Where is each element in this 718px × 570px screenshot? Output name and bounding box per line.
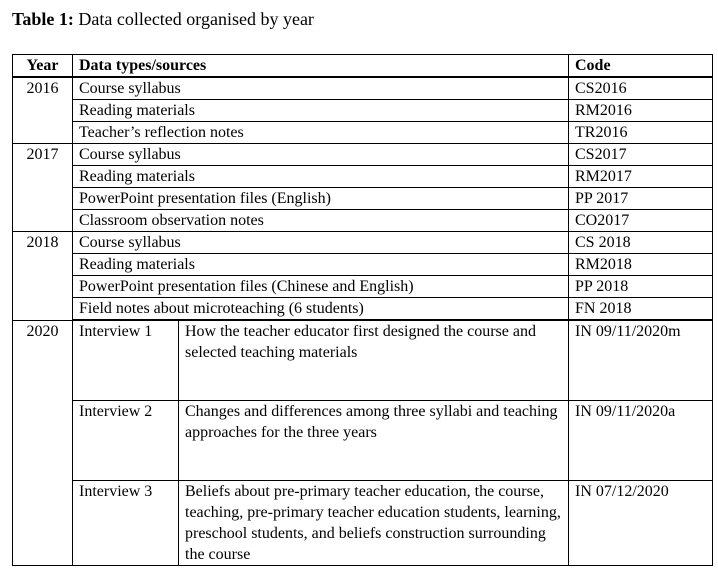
caption-label: Table 1: <box>12 9 74 29</box>
year-cell: 2020 <box>13 320 73 566</box>
type-cell: PowerPoint presentation files (English) <box>73 188 569 210</box>
code-cell: CS2017 <box>569 144 713 166</box>
type-cell: Reading materials <box>73 100 569 122</box>
header-year: Year <box>13 55 73 78</box>
code-cell: PP 2017 <box>569 188 713 210</box>
interview-name: Interview 3 <box>73 481 179 566</box>
code-cell: RM2018 <box>569 254 713 276</box>
table-row <box>13 144 713 166</box>
interview-description: How the teacher educator first designed the course and selected teaching materials <box>179 320 569 401</box>
header-row <box>13 55 713 78</box>
interview-name: Interview 1 <box>73 320 179 401</box>
type-cell: Teacher’s reflection notes <box>73 122 569 144</box>
caption-text: Data collected organised by year <box>73 9 314 29</box>
interview-name: Interview 2 <box>73 401 179 481</box>
interview-description: Beliefs about pre-primary teacher education, the course, teaching, pre-primary teacher education students, learning, preschool students, and beliefs construction surrounding the course <box>179 481 569 566</box>
table-row <box>13 276 713 298</box>
table-row <box>13 188 713 210</box>
type-cell: Field notes about microteaching (6 students) <box>73 298 569 321</box>
code-cell: CO2017 <box>569 210 713 232</box>
type-cell: Reading materials <box>73 166 569 188</box>
code-cell: IN 09/11/2020a <box>569 401 713 481</box>
table-row <box>13 481 713 566</box>
header-types: Data types/sources <box>73 55 569 78</box>
code-cell: CS2016 <box>569 77 713 100</box>
code-cell: TR2016 <box>569 122 713 144</box>
code-cell: IN 09/11/2020m <box>569 320 713 401</box>
table-row <box>13 254 713 276</box>
table-row <box>13 166 713 188</box>
type-cell: Reading materials <box>73 254 569 276</box>
year-cell: 2018 <box>13 232 73 321</box>
table-caption <box>12 7 314 31</box>
table-row <box>13 100 713 122</box>
table-row <box>13 298 713 321</box>
type-cell: Classroom observation notes <box>73 210 569 232</box>
table-row <box>13 320 713 401</box>
table-row <box>13 77 713 100</box>
code-cell: PP 2018 <box>569 276 713 298</box>
code-cell: RM2016 <box>569 100 713 122</box>
code-cell: RM2017 <box>569 166 713 188</box>
interview-description: Changes and differences among three syllabi and teaching approaches for the three years <box>179 401 569 481</box>
table-row <box>13 210 713 232</box>
code-cell: FN 2018 <box>569 298 713 321</box>
table-row <box>13 122 713 144</box>
year-cell: 2016 <box>13 77 73 144</box>
table-row <box>13 401 713 481</box>
type-cell: Course syllabus <box>73 232 569 254</box>
table-row <box>13 232 713 254</box>
header-code: Code <box>569 55 713 78</box>
data-table <box>12 54 713 566</box>
code-cell: CS 2018 <box>569 232 713 254</box>
year-cell: 2017 <box>13 144 73 232</box>
code-cell: IN 07/12/2020 <box>569 481 713 566</box>
type-cell: Course syllabus <box>73 144 569 166</box>
type-cell: Course syllabus <box>73 77 569 100</box>
type-cell: PowerPoint presentation files (Chinese and English) <box>73 276 569 298</box>
